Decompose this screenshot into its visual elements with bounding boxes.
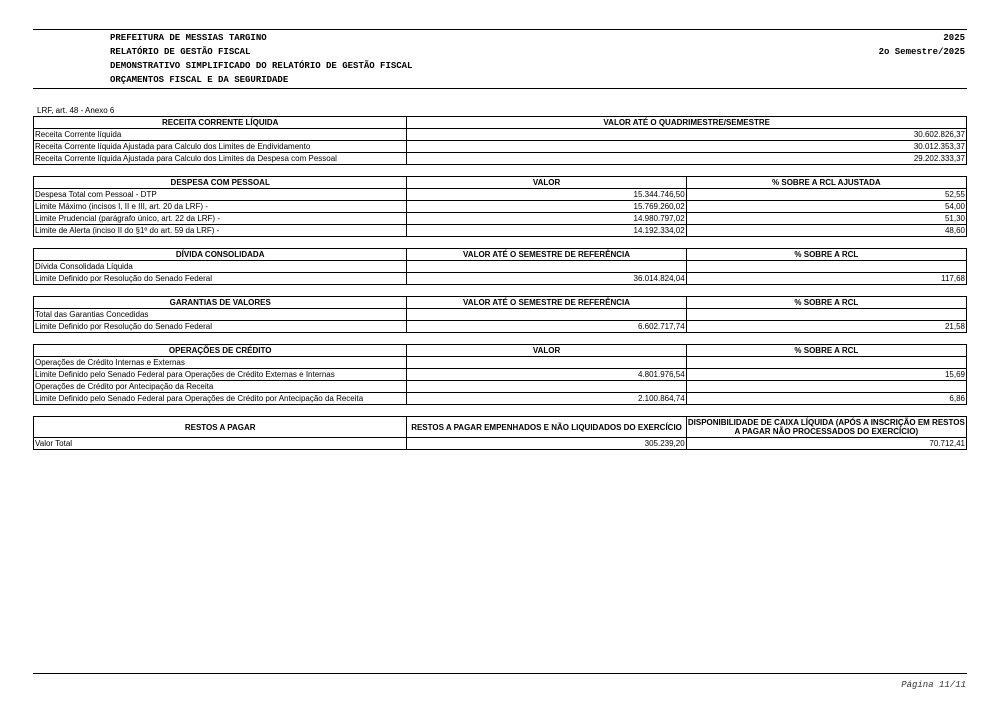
garantias-header-pct: % SOBRE A RCL: [686, 297, 966, 309]
row-label: Limite Definido pelo Senado Federal para Operações de Crédito Externas e Internas: [34, 369, 407, 381]
row-label: Limite Prudencial (parágrafo único, art. 22 da LRF) -: [34, 213, 407, 225]
table-row: [34, 153, 967, 165]
table-row: [34, 225, 967, 237]
pessoal-header-pct: % SOBRE A RCL AJUSTADA: [686, 177, 966, 189]
footer-rule: [33, 673, 967, 674]
header-period: 2o Semestre/2025: [878, 47, 965, 57]
restos-header-value: RESTOS A PAGAR EMPENHADOS E NÃO LIQUIDADOS DO EXERCÍCIO: [407, 417, 686, 438]
header-year: 2025: [943, 33, 965, 43]
row-label: Operações de Crédito por Antecipação da Receita: [34, 381, 407, 393]
row-label: Limite Definido por Resolução do Senado Federal: [34, 273, 407, 285]
pessoal-header-value: VALOR: [407, 177, 686, 189]
table-row: [34, 213, 967, 225]
credito-header-pct: % SOBRE A RCL: [686, 345, 966, 357]
row-label: Limite Definido por Resolução do Senado Federal: [34, 321, 407, 333]
row-value: 6.602.717,74: [407, 321, 686, 333]
row-label: Limite Definido pelo Senado Federal para Operações de Crédito por Antecipação da Receita: [34, 393, 407, 405]
row-pct: 21,58: [686, 321, 966, 333]
row-pct: 15,69: [686, 369, 966, 381]
restos-header-disp: DISPONIBILIDADE DE CAIXA LÍQUIDA (APÓS A INSCRIÇÃO EM RESTOS A PAGAR NÃO PROCESSADOS DO EXERCÍCIO): [687, 418, 965, 436]
row-value: 2.100.864,74: [407, 393, 686, 405]
header-line4: ORÇAMENTOS FISCAL E DA SEGURIDADE: [110, 75, 289, 85]
row-pct: 117,68: [686, 273, 966, 285]
row-label: Receita Corrente líquida: [34, 129, 407, 141]
divida-header-value: VALOR ATÉ O SEMESTRE DE REFERÊNCIA: [407, 249, 686, 261]
table-row: [34, 261, 967, 273]
row-value: 36.014.824,04: [407, 273, 686, 285]
row-value: [407, 357, 686, 369]
row-label: Limite Máximo (incisos I, II e III, art. 20 da LRF) -: [34, 201, 407, 213]
page-number: Página 11/11: [901, 680, 966, 690]
header-line2: RELATÓRIO DE GESTÃO FISCAL: [110, 47, 251, 57]
row-value: [407, 309, 686, 321]
header-line1: PREFEITURA DE MESSIAS TARGINO: [110, 33, 267, 43]
row-pct: 48,60: [686, 225, 966, 237]
row-value: [407, 261, 686, 273]
row-label: Receita Corrente líquida Ajustada para Calculo dos Limites da Despesa com Pessoal: [34, 153, 407, 165]
table-row: [34, 141, 967, 153]
pessoal-header-label: DESPESA COM PESSOAL: [34, 177, 407, 189]
row-value: 30.602.826,37: [407, 129, 967, 141]
row-pct: 51,30: [686, 213, 966, 225]
table-row: [34, 201, 967, 213]
row-value: 15.769.260,02: [407, 201, 686, 213]
row-value: 29.202.333,37: [407, 153, 967, 165]
table-row: [34, 381, 967, 393]
row-disp: 70.712,41: [686, 438, 966, 450]
garantias-header-label: GARANTIAS DE VALORES: [34, 297, 407, 309]
table-row: [34, 189, 967, 201]
rcl-table: [33, 116, 967, 165]
divida-table: [33, 248, 967, 285]
row-value: 30.012.353,37: [407, 141, 967, 153]
restos-header-label: RESTOS A PAGAR: [34, 417, 407, 438]
row-pct: [686, 261, 966, 273]
table-row: [34, 273, 967, 285]
restos-table: [33, 416, 967, 450]
legal-note: LRF, art. 48 - Anexo 6: [37, 106, 115, 115]
row-pct: 6,86: [686, 393, 966, 405]
top-rule: [33, 29, 967, 30]
row-pct: [686, 357, 966, 369]
table-row: [34, 369, 967, 381]
row-label: Valor Total: [34, 438, 407, 450]
row-label: Operações de Crédito Internas e Externas: [34, 357, 407, 369]
row-value: 14.192.334,02: [407, 225, 686, 237]
header-bottom-rule: [33, 88, 967, 89]
table-row: [34, 321, 967, 333]
divida-header-pct: % SOBRE A RCL: [686, 249, 966, 261]
header-line3: DEMONSTRATIVO SIMPLIFICADO DO RELATÓRIO DE GESTÃO FISCAL: [110, 61, 413, 71]
row-label: Receita Corrente líquida Ajustada para Calculo dos Limites de Endividamento: [34, 141, 407, 153]
row-pct: 52,55: [686, 189, 966, 201]
pessoal-table: [33, 176, 967, 237]
row-pct: [686, 309, 966, 321]
row-value: 15.344.746,50: [407, 189, 686, 201]
row-value: 14.980.797,02: [407, 213, 686, 225]
row-label: Despesa Total com Pessoal - DTP: [34, 189, 407, 201]
row-label: Dívida Consolidada Líquida: [34, 261, 407, 273]
row-value: 4.801.976,54: [407, 369, 686, 381]
table-row: [34, 309, 967, 321]
table-row: [34, 438, 967, 450]
credito-header-label: OPERAÇÕES DE CRÉDITO: [34, 345, 407, 357]
row-label: Limite de Alerta (inciso II do §1º do art. 59 da LRF) -: [34, 225, 407, 237]
credito-header-value: VALOR: [407, 345, 686, 357]
rcl-header-value: VALOR ATÉ O QUADRIMESTRE/SEMESTRE: [407, 117, 967, 129]
table-row: [34, 393, 967, 405]
table-row: [34, 357, 967, 369]
divida-header-label: DÍVIDA CONSOLIDADA: [34, 249, 407, 261]
garantias-table: [33, 296, 967, 333]
table-row: [34, 129, 967, 141]
garantias-header-value: VALOR ATÉ O SEMESTRE DE REFERÊNCIA: [407, 297, 686, 309]
rcl-header-label: RECEITA CORRENTE LÍQUIDA: [34, 117, 407, 129]
credito-table: [33, 344, 967, 405]
row-value: [407, 381, 686, 393]
row-label: Total das Garantias Concedidas: [34, 309, 407, 321]
row-value: 305.239,20: [407, 438, 686, 450]
row-pct: 54,00: [686, 201, 966, 213]
row-pct: [686, 381, 966, 393]
